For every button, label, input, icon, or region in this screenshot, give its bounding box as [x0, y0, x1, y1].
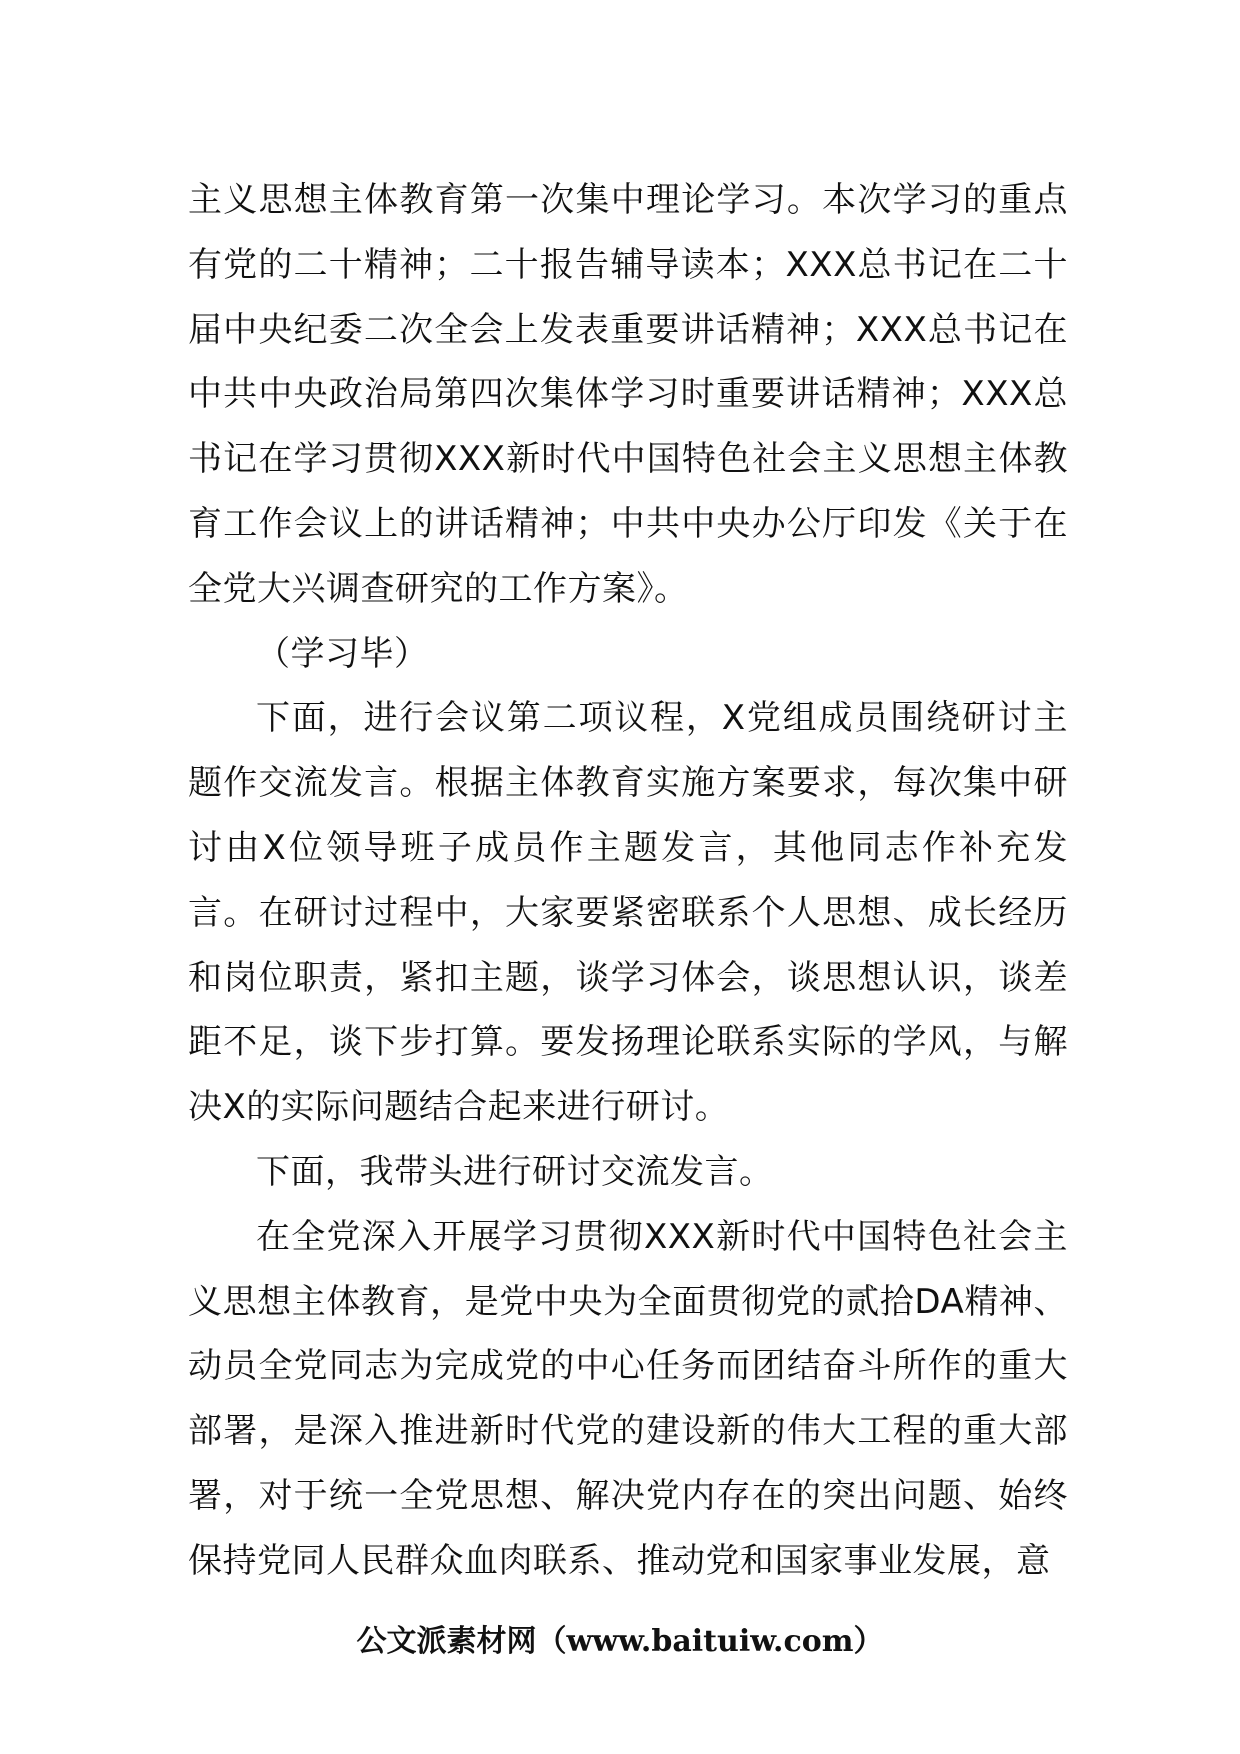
paragraph-second-agenda: 下面，进行会议第二项议程，X党组成员围绕研讨主题作交流发言。根据主体教育实施方案要求，每次集中研讨由X位领导班子成员作主题发言，其他同志作补充发言。在研讨过程中，大家要紧密联系个人思想、成长经历和岗位职责，紧扣主题，谈学习体会，谈思想认识，谈差距不足，谈下步打算。要发扬理论联系实际的学风，与解决X的实际问题结合起来进行研讨。 [188, 698, 1068, 1128]
document-body [188, 168, 1068, 1594]
paragraph-study-complete: （学习毕） [256, 633, 429, 674]
paragraph-study-content: 主义思想主体教育第一次集中理论学习。本次学习的重点有党的二十精神；二十报告辅导读本；XXX总书记在二十届中央纪委二次全会上发表重要讲话精神；XXX总书记在中共中央政治局第四次集体学习时重要讲话精神；XXX总书记在学习贯彻XXX新时代中国特色社会主义思想主体教育工作会议上的讲话精神；中共中央办公厅印发《关于在全党大兴调查研究的工作方案》。 [188, 180, 1068, 609]
footer-watermark: 公文派素材网（www.baituiw.com） [356, 1624, 884, 1659]
paragraph-lead-speech: 下面，我带头进行研讨交流发言。 [256, 1151, 774, 1192]
paragraph-education-significance: 在全党深入开展学习贯彻XXX新时代中国特色社会主义思想主体教育，是党中央为全面贯彻党的贰拾DA精神、动员全党同志为完成党的中心任务而团结奋斗所作的重大部署，是深入推进新时代党的建设新的伟大工程的重大部署，对于统一全党思想、解决党内存在的突出问题、始终保持党同人民群众血肉联系、推动党和国家事业发展，意 [188, 1216, 1068, 1581]
